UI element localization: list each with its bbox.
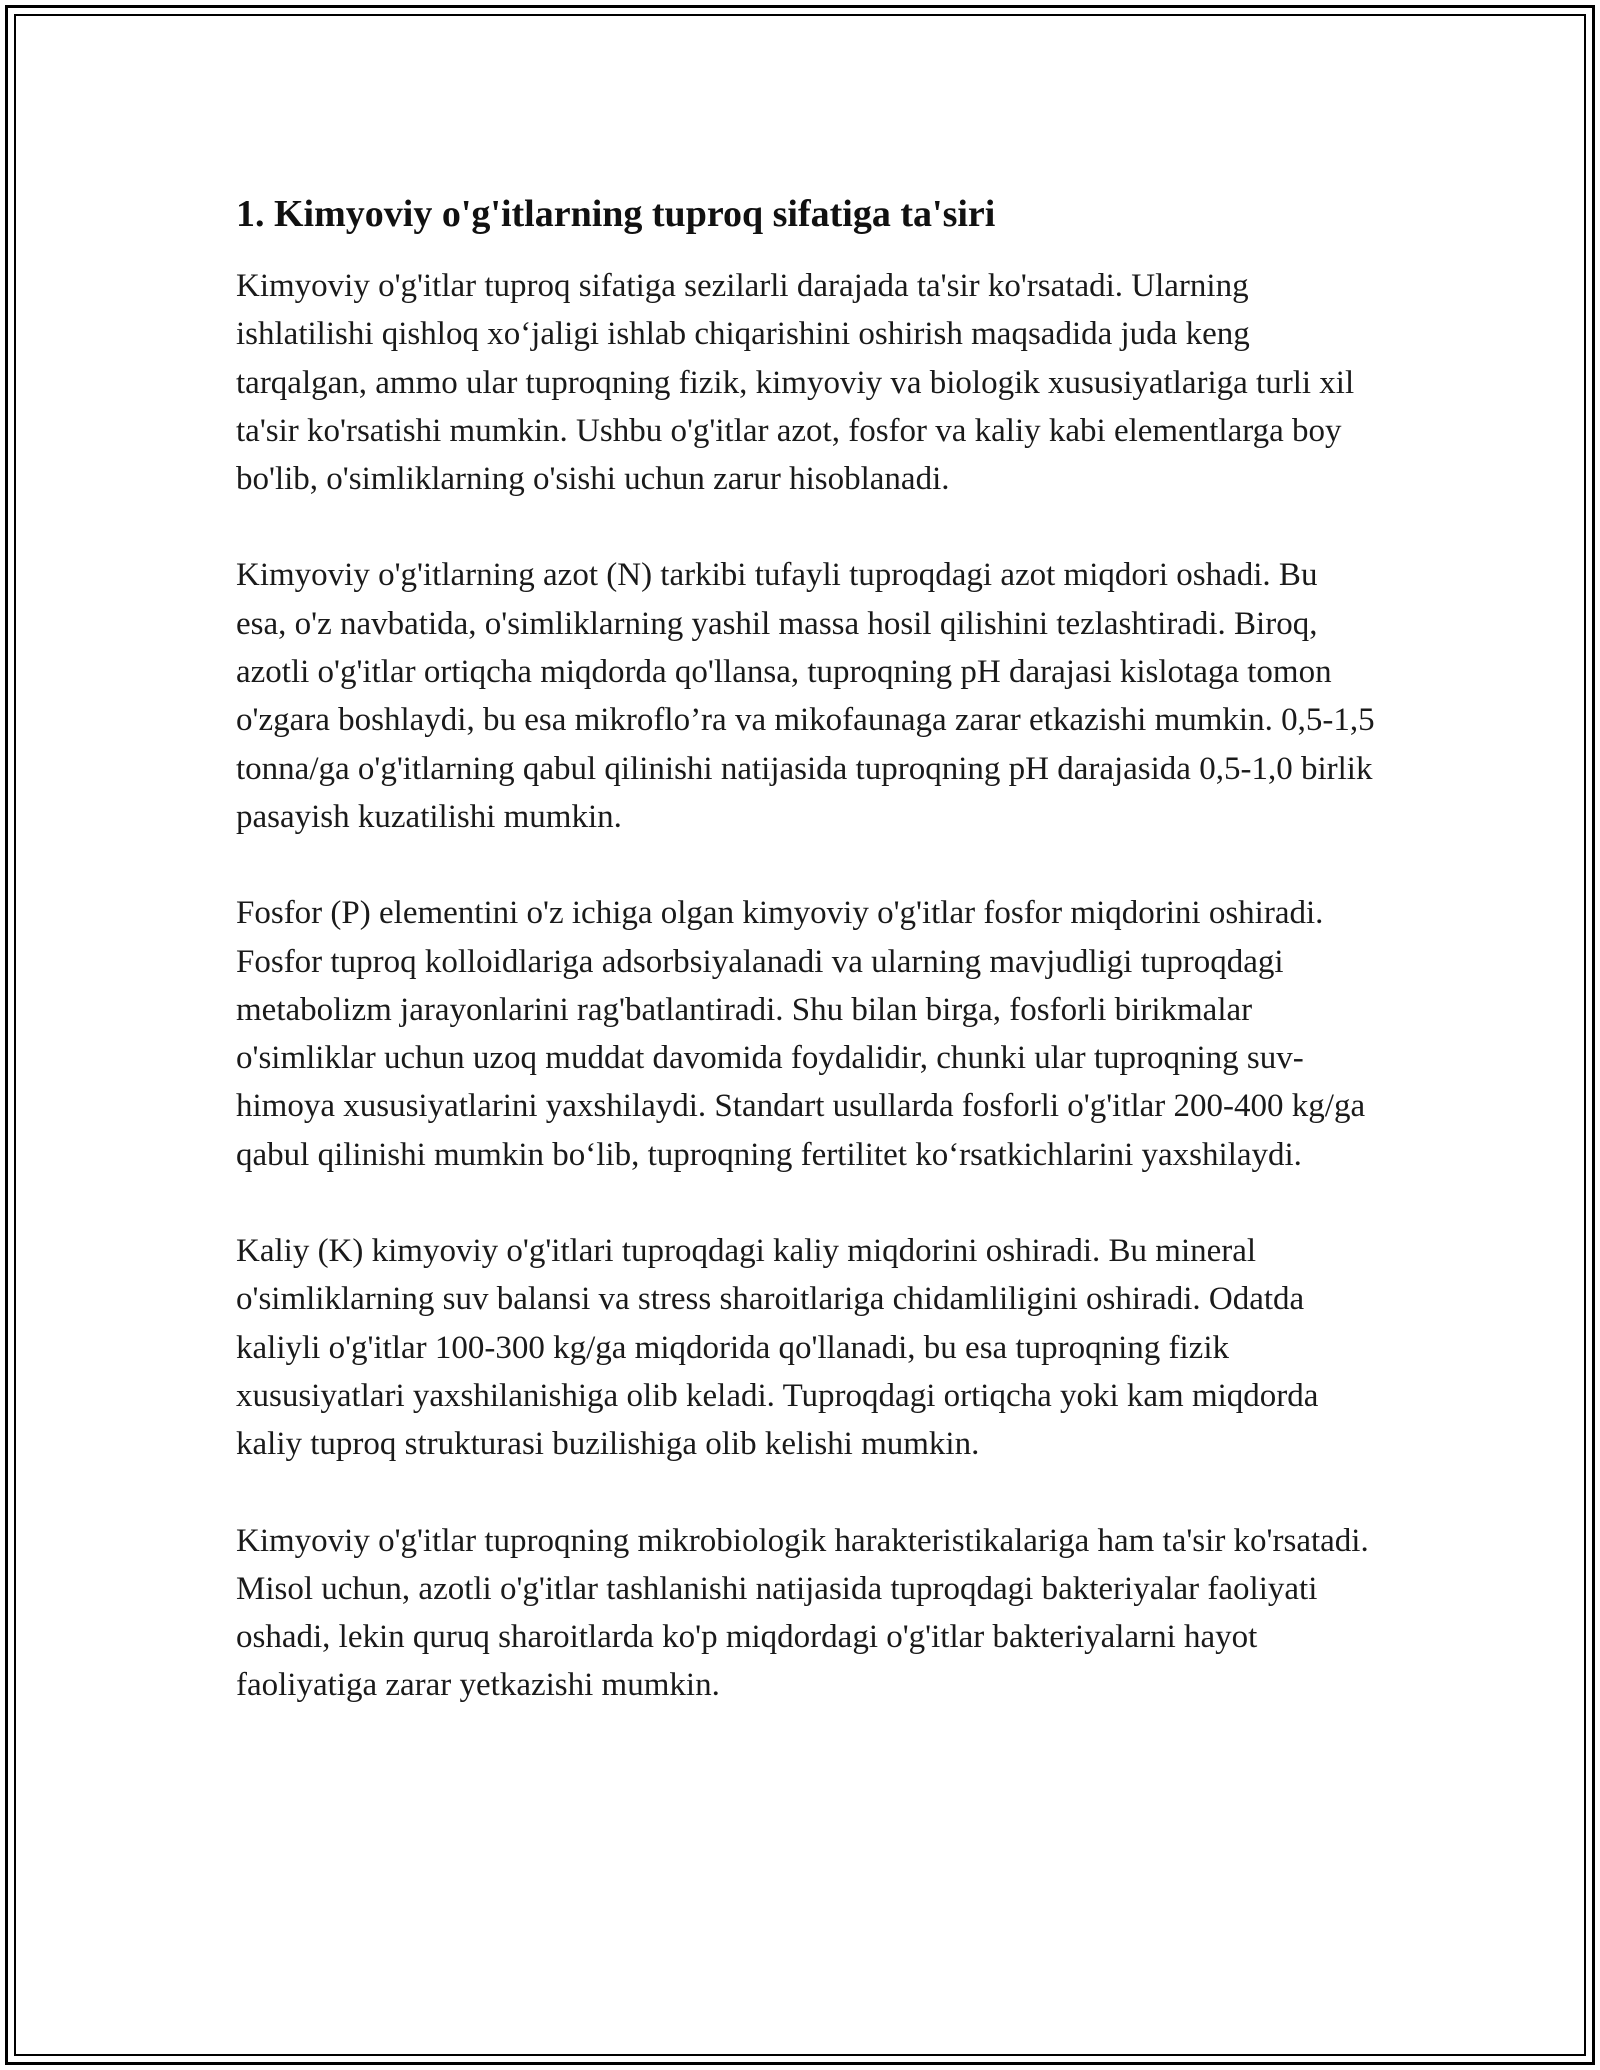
paragraph-microbiology: Kimyoviy o'g'itlar tuproqning mikrobiologik harakteristikalariga ham ta'sir ko'rsatadi. Misol uchun, azotli o'g'itlar tashlanishi natijasida tuproqdagi bakteriyalar faoliyati oshadi, lekin quruq sharoitlarda ko'p miqdordagi o'g'itlar bakteriyalarni hayot faoliyatiga zarar yetkazishi mumkin. [236,1522,1369,1704]
paragraph-nitrogen: Kimyoviy o'g'itlarning azot (N) tarkibi tufayli tuproqdagi azot miqdori oshadi. Bu esa, o'z navbatida, o'simliklarning yashil massa hosil qilishini tezlashtiradi. Biroq, azotli o'g'itlar ortiqcha miqdorda qo'llansa, tuproqning pH darajasi kislotaga tomon o'zgara boshlaydi, bu esa mikroflo’ra va mikofaunaga zarar etkazishi mumkin. 0,5-1,5 tonna/ga o'g'itlarning qabul qilinishi natijasida tuproqning pH darajasida 0,5-1,0 birlik pasayish kuzatilishi mumkin. [236,557,1375,835]
paragraph-phosphorus: Fosfor (P) elementini o'z ichiga olgan kimyoviy o'g'itlar fosfor miqdorini oshiradi. Fosfor tuproq kolloidlariga adsorbsiyalanadi va ularning mavjudligi tuproqdagi metabolizm jarayonlarini rag'batlantiradi. Shu bilan birga, fosforli birikmalar o'simliklar uchun uzoq muddat davomida foydalidir, chunki ular tuproqning suv-himoya xususiyatlarini yaxshilaydi. Standart usullarda fosforli o'g'itlar 200-400 kg/ga qabul qilinishi mumkin bo‘lib, tuproqning fertilitet ko‘rsatkichlarini yaxshilaydi. [236,895,1366,1173]
paragraph-intro: Kimyoviy o'g'itlar tuproq sifatiga sezilarli darajada ta'sir ko'rsatadi. Ularning ishlatilishi qishloq xo‘jaligi ishlab chiqarishini oshirish maqsadida juda keng tarqalgan, ammo ular tuproqning fizik, kimyoviy va biologik xususiyatlariga turli xil ta'sir ko'rsatishi mumkin. Ushbu o'g'itlar azot, fosfor va kaliy kabi elementlarga boy bo'lib, o'simliklarning o'sishi uchun zarur hisoblanadi. [236,268,1355,498]
document-body [236,188,1376,1758]
section-heading: 1. Kimyoviy o'g'itlarning tuproq sifatiga ta'siri [236,193,996,235]
paragraph-potassium: Kaliy (K) kimyoviy o'g'itlari tuproqdagi kaliy miqdorini oshiradi. Bu mineral o'simliklarning suv balansi va stress sharoitlariga chidamliligini oshiradi. Odatda kaliyli o'g'itlar 100-300 kg/ga miqdorida qo'llanadi, bu esa tuproqning fizik xususiyatlari yaxshilanishiga olib keladi. Tuproqdagi ortiqcha yoki kam miqdorda kaliy tuproq strukturasi buzilishiga olib kelishi mumkin. [236,1233,1319,1463]
